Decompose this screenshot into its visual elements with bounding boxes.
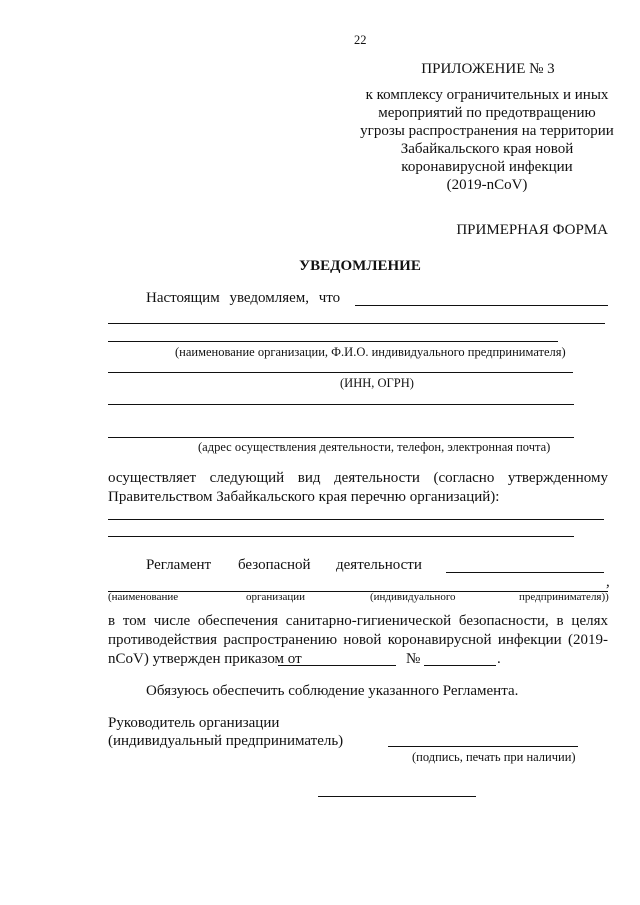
body-period: . [497, 651, 501, 667]
activity-line: Правительством Забайкальского края перечню организаций): [108, 489, 500, 505]
regulation-word: безопасной [238, 557, 311, 573]
regulation-caption-word: (индивидуального [370, 591, 456, 603]
regulation-caption-word: (наименование [108, 591, 179, 603]
number-sign: № [406, 651, 421, 667]
appendix-line: мероприятий по предотвращению [378, 105, 596, 121]
order-number-field[interactable] [424, 665, 496, 666]
org-name-field[interactable] [355, 305, 608, 306]
order-date-field[interactable] [278, 665, 396, 666]
regulation-caption-word: предпринимателя)) [519, 591, 609, 603]
date-field[interactable] [318, 796, 476, 797]
commitment-text: Обязуюсь обеспечить соблюдение указанного Регламента. [146, 683, 519, 699]
appendix-line: к комплексу ограничительных и иных [365, 87, 609, 103]
activity-line: осуществляет следующий вид деятельности (согласно утвержденному [108, 470, 608, 486]
signer-line: (индивидуальный предприниматель) [108, 733, 344, 749]
regulation-word: деятельности [336, 557, 422, 573]
address-field-line2[interactable] [108, 437, 574, 438]
regulation-word: Регламент [146, 557, 212, 573]
body-line: в том числе обеспечения санитарно-гигиенической безопасности, в целях [108, 613, 608, 629]
body-line: противодействия распространению новой коронавирусной инфекции (2019- [108, 632, 608, 648]
form-type: ПРИМЕРНАЯ ФОРМА [456, 222, 608, 238]
activity-text [108, 469, 608, 507]
appendix-line: (2019-nCoV) [446, 177, 528, 193]
regulation-name-field[interactable] [446, 572, 604, 573]
org-name-field-line3[interactable] [108, 341, 558, 342]
appendix-line: коронавирусной инфекции [401, 159, 573, 175]
appendix-description [344, 86, 630, 194]
address-caption: (адрес осуществления деятельности, телефон, электронная почта) [198, 440, 551, 454]
regulation-caption-word: организации [246, 591, 306, 603]
body-line: nCoV) утвержден приказом от [108, 651, 302, 667]
activity-field[interactable] [108, 519, 604, 520]
body-paragraph [108, 612, 608, 669]
org-name-field-line2[interactable] [108, 323, 605, 324]
signer-line: Руководитель организации [108, 715, 280, 731]
appendix-title: ПРИЛОЖЕНИЕ № 3 [421, 61, 555, 77]
page-number: 22 [354, 33, 367, 47]
address-field[interactable] [108, 404, 574, 405]
appendix-line: угрозы распространения на территории [360, 123, 614, 139]
org-name-caption: (наименование организации, Ф.И.О. индивидуального предпринимателя) [175, 345, 566, 359]
document-title: УВЕДОМЛЕНИЕ [299, 258, 421, 274]
signature-field[interactable] [388, 746, 578, 747]
activity-field-line2[interactable] [108, 536, 574, 537]
regulation-comma: , [606, 574, 610, 590]
intro-text: Настоящим уведомляем, что [146, 290, 341, 306]
appendix-line: Забайкальского края новой [400, 141, 574, 157]
inn-caption: (ИНН, ОГРН) [340, 376, 414, 390]
signature-caption: (подпись, печать при наличии) [412, 750, 576, 764]
inn-field[interactable] [108, 372, 573, 373]
